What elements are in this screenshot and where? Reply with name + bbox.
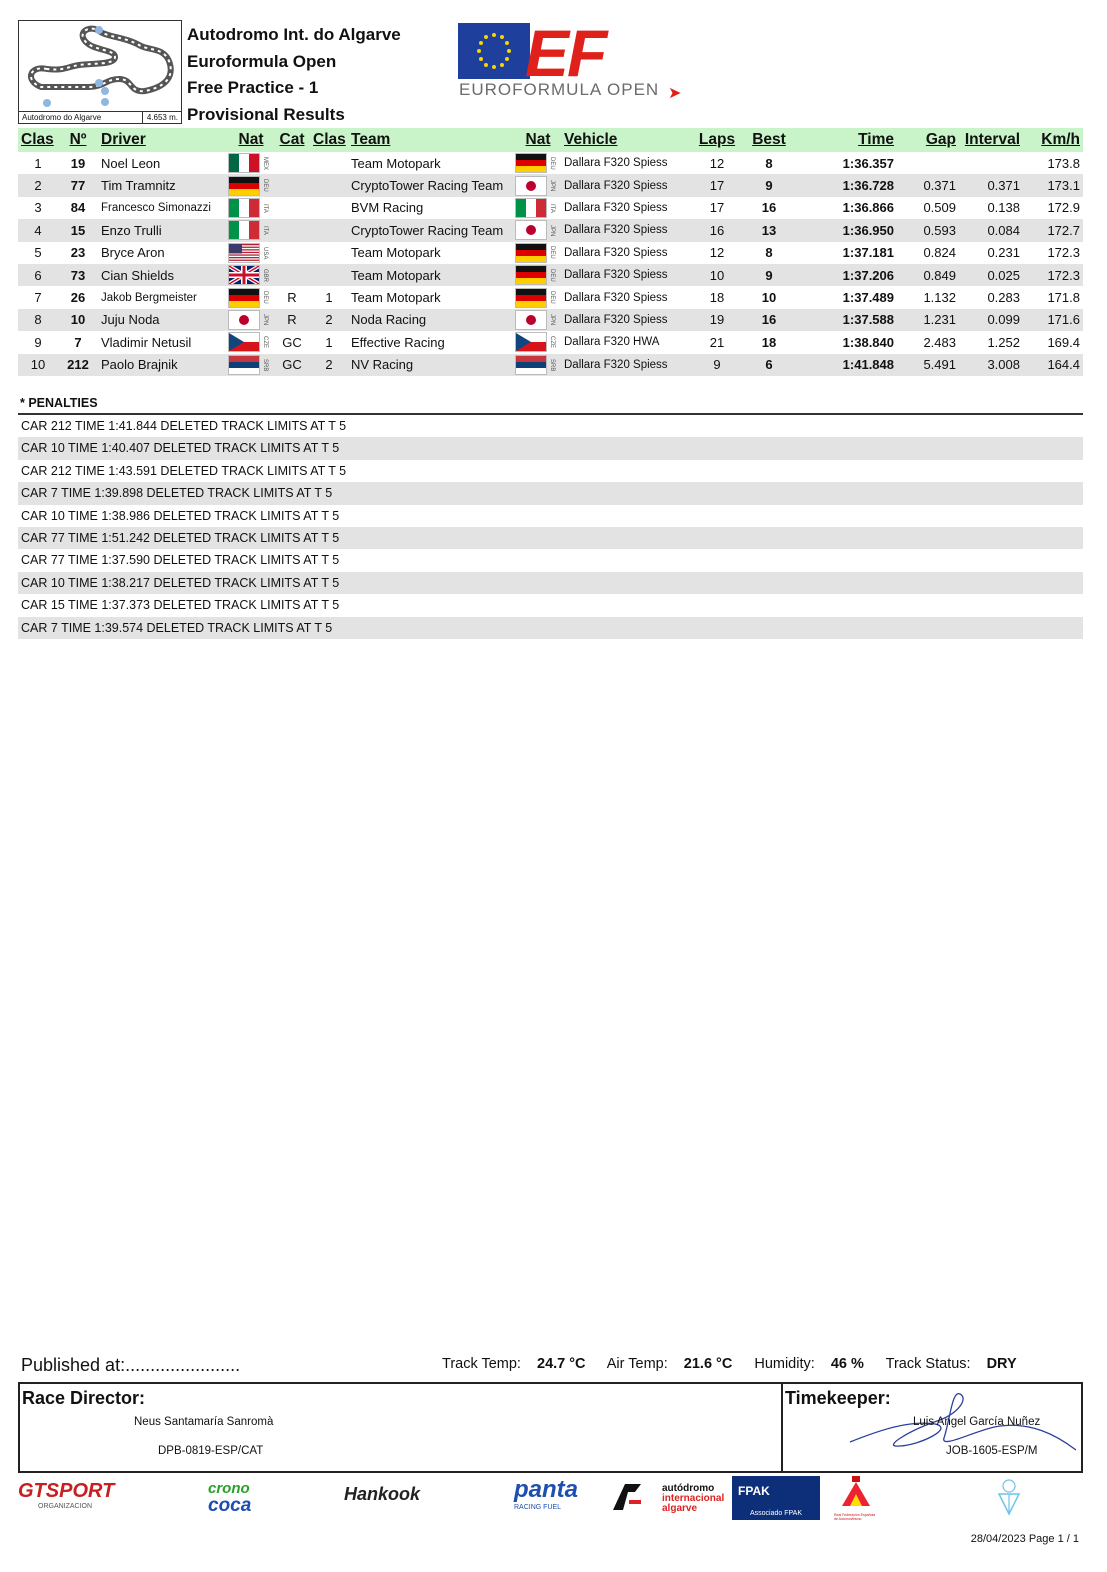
flag-srb-icon [228, 355, 260, 375]
track-map [18, 20, 182, 124]
ef-letters: EF [525, 16, 606, 90]
position: 3 [34, 200, 42, 216]
position: 6 [18, 264, 58, 286]
lap-time: 1:38.840 [842, 334, 894, 350]
race-director-id: DPB-0819-ESP/CAT [158, 1445, 264, 1457]
category: GC [274, 354, 310, 376]
flag-deu-icon [515, 265, 547, 285]
lap-time: 1:37.588 [795, 309, 897, 331]
col-cat[interactable]: Cat [274, 128, 310, 152]
car-number: 7 [74, 334, 82, 350]
category [274, 242, 310, 264]
driver-nat-cell [228, 174, 274, 196]
driver-name: Cian Shields [98, 264, 228, 286]
interval: 0.283 [987, 290, 1020, 306]
penalty-item: CAR 7 TIME 1:39.898 DELETED TRACK LIMITS AT T 5 [18, 482, 1083, 504]
flag-ita-icon [515, 198, 547, 218]
laps: 9 [691, 354, 743, 376]
interval: 0.084 [959, 219, 1023, 241]
vehicle: Dallara F320 Spiess [561, 219, 691, 241]
team-nat-code: CZE [549, 336, 555, 349]
euroformula-wordmark: EUROFORMULA OPEN [459, 80, 660, 99]
gap: 1.132 [923, 290, 956, 306]
results-header-row [18, 128, 1083, 152]
flag-jpn-icon [515, 176, 547, 196]
session-name: Free Practice - 1 [187, 78, 319, 97]
col-gap[interactable]: Gap [897, 128, 959, 152]
category [274, 152, 310, 174]
col-team-nat[interactable]: Nat [515, 128, 561, 152]
team-nat-cell [515, 286, 561, 308]
penalty-item: CAR 212 TIME 1:43.591 DELETED TRACK LIMITS AT T 5 [21, 463, 347, 478]
track-caption [19, 111, 181, 123]
flag-deu-icon [515, 288, 547, 308]
col-nat[interactable]: Nat [228, 128, 274, 152]
gap: 5.491 [897, 354, 959, 376]
humidity-value: 46 % [830, 1356, 864, 1372]
car-number: 73 [58, 264, 98, 286]
track-name: Autodromo do Algarve [22, 113, 102, 122]
result-row [18, 331, 1083, 353]
team-nat-code: ITA [549, 203, 555, 213]
speed-kmh: 172.9 [1047, 200, 1080, 216]
car-number: 15 [58, 219, 98, 241]
category-class: 2 [310, 354, 348, 376]
driver-name: Tim Tramnitz [98, 174, 228, 196]
car-number: 84 [70, 200, 86, 216]
series-name: Euroformula Open [187, 51, 337, 71]
track-outline-icon [19, 21, 181, 111]
car-number: 23 [70, 245, 86, 261]
team-nat-code: DEU [549, 268, 555, 282]
penalty-item: CAR 212 TIME 1:41.844 DELETED TRACK LIMITS AT T 5 [21, 419, 347, 433]
category-class [310, 242, 348, 264]
driver-nat-cell [228, 354, 274, 376]
category-class [310, 219, 348, 241]
arrow-icon: ➤ [668, 85, 682, 102]
crono-coca-logo: crono coca [208, 1480, 252, 1516]
eu-flag-icon [458, 23, 530, 79]
col-vehicle[interactable]: Vehicle [561, 128, 691, 152]
driver-name: Paolo Brajnik [98, 354, 228, 376]
col-time[interactable]: Time [795, 128, 897, 152]
best-lap: 9 [743, 264, 795, 286]
timekeeper-title: Timekeeper: [785, 1388, 891, 1408]
car-number: 19 [70, 155, 86, 171]
flag-ita-icon [228, 198, 260, 218]
flag-srb-icon [515, 355, 547, 375]
driver-nat-code: ITA [262, 203, 268, 213]
speed-kmh: 173.8 [1047, 155, 1080, 171]
category-class [310, 197, 348, 219]
driver-nat-code: DEU [262, 291, 268, 304]
flag-deu-icon [515, 243, 547, 263]
officials-divider [781, 1384, 783, 1471]
team-nat-cell [515, 219, 561, 241]
gap: 1.231 [897, 309, 959, 331]
algarve-emblem-icon [611, 1482, 643, 1514]
air-temp-label: Air Temp: [606, 1356, 668, 1372]
best-lap: 13 [743, 219, 795, 241]
flag-deu-icon [515, 153, 547, 173]
driver-nat-code: ITA [262, 225, 268, 235]
driver-nat-cell [228, 197, 274, 219]
penalties-title: * PENALTIES [20, 396, 98, 410]
laps: 10 [691, 264, 743, 286]
vehicle: Dallara F320 Spiess [561, 264, 691, 286]
best-lap: 8 [765, 245, 773, 261]
air-temp-value: 21.6 °C [683, 1356, 733, 1372]
gap: 0.509 [923, 200, 956, 216]
results-status: Provisional Results [187, 104, 345, 124]
lap-time: 1:37.206 [795, 264, 897, 286]
lap-time: 1:37.489 [842, 290, 894, 306]
event-titles [187, 22, 401, 128]
speed-kmh: 171.8 [1047, 290, 1080, 306]
category-class: 2 [310, 309, 348, 331]
sponsors-strip [18, 1476, 1083, 1522]
team-name: CryptoTower Racing Team [348, 219, 515, 241]
flag-deu-icon [228, 176, 260, 196]
car-number: 26 [70, 290, 86, 306]
flag-jpn-icon [515, 220, 547, 240]
car-number: 212 [58, 354, 98, 376]
timekeeper-name: Luis Angel García Nuñez [913, 1416, 1041, 1428]
driver-nat-code: GBR [262, 268, 268, 282]
fia-logo-icon [992, 1478, 1026, 1523]
interval: 0.371 [959, 174, 1023, 196]
result-row [18, 174, 1083, 196]
track-length: 4.653 m. [142, 112, 178, 123]
penalty-item: CAR 10 TIME 1:38.986 DELETED TRACK LIMITS AT T 5 [21, 508, 340, 523]
col-interval[interactable]: Interval [959, 128, 1023, 152]
position: 10 [18, 354, 58, 376]
flag-mex-icon [228, 153, 260, 173]
category-class [310, 174, 348, 196]
driver-nat-code: CZE [262, 336, 268, 349]
interval: 0.138 [987, 200, 1020, 216]
penalty-item: CAR 10 TIME 1:38.217 DELETED TRACK LIMITS AT T 5 [18, 572, 1083, 594]
team-name: Noda Racing [348, 309, 515, 331]
vehicle: Dallara F320 Spiess [564, 291, 668, 304]
col-kmh[interactable]: Km/h [1023, 128, 1083, 152]
humidity-label: Humidity: [754, 1356, 815, 1372]
page-info: 28/04/2023 Page 1 / 1 [970, 1533, 1079, 1545]
results-table [18, 128, 1083, 376]
team-name: BVM Racing [351, 200, 424, 216]
speed-kmh: 172.3 [1047, 245, 1080, 261]
team-name: CryptoTower Racing Team [348, 174, 515, 196]
result-row [18, 286, 1083, 308]
best-lap: 9 [743, 174, 795, 196]
penalty-item: CAR 77 TIME 1:37.590 DELETED TRACK LIMITS AT T 5 [21, 553, 340, 568]
driver-name: Juju Noda [98, 309, 228, 331]
lap-time: 1:36.728 [795, 174, 897, 196]
panta-logo: panta RACING FUEL [514, 1476, 579, 1511]
driver-name: Enzo Trulli [98, 219, 228, 241]
interval: 0.099 [959, 309, 1023, 331]
driver-name: Jakob Bergmeister [101, 291, 197, 304]
category-class [310, 152, 348, 174]
speed-kmh: 171.6 [1023, 309, 1083, 331]
driver-nat-code: USA [262, 246, 268, 259]
lap-time: 1:36.950 [795, 219, 897, 241]
team-nat-code: DEU [549, 246, 555, 260]
gap [897, 152, 959, 174]
session-conditions [442, 1356, 1035, 1372]
team-name: NV Racing [348, 354, 515, 376]
team-name: Effective Racing [351, 334, 445, 350]
team-nat-cell [515, 331, 561, 353]
driver-nat-code: MEX [262, 156, 268, 170]
category-class [310, 264, 348, 286]
race-director-title: Race Director: [22, 1388, 146, 1408]
lap-time: 1:36.357 [842, 155, 894, 171]
laps: 19 [691, 309, 743, 331]
driver-name: Vladimir Netusil [101, 334, 192, 350]
driver-nat-cell [228, 242, 274, 264]
result-row [18, 354, 1083, 376]
col-number[interactable]: Nº [58, 128, 98, 152]
speed-kmh: 172.7 [1023, 219, 1083, 241]
team-nat-cell [515, 174, 561, 196]
team-nat-cell [515, 197, 561, 219]
best-lap: 18 [761, 334, 777, 350]
driver-nat-cell [228, 152, 274, 174]
category: GC [282, 334, 302, 350]
col-best[interactable]: Best [743, 128, 795, 152]
flag-gbr-icon [228, 265, 260, 285]
timekeeper-id: JOB-1605-ESP/M [946, 1445, 1038, 1457]
interval: 3.008 [959, 354, 1023, 376]
hankook-logo: Hankook [344, 1484, 421, 1504]
driver-nat-cell [228, 309, 274, 331]
gap: 2.483 [923, 334, 956, 350]
team-name: Team Motopark [351, 155, 441, 171]
team-nat-code: JPN [549, 224, 555, 237]
best-lap: 10 [761, 290, 777, 306]
position: 4 [18, 219, 58, 241]
penalties-list [18, 415, 1083, 639]
laps: 12 [709, 245, 725, 261]
speed-kmh: 172.3 [1023, 264, 1083, 286]
penalty-item: CAR 15 TIME 1:37.373 DELETED TRACK LIMITS AT T 5 [21, 598, 340, 613]
gap: 0.824 [923, 245, 956, 261]
algarve-logo: autódromo internacional algarve [662, 1483, 725, 1514]
laps: 17 [691, 174, 743, 196]
position: 9 [34, 334, 42, 350]
vehicle: Dallara F320 Spiess [561, 309, 691, 331]
vehicle: Dallara F320 Spiess [561, 174, 691, 196]
track-temp-label: Track Temp: [442, 1356, 521, 1372]
flag-cze-icon [228, 332, 260, 352]
interval: 0.231 [987, 245, 1020, 261]
team-nat-cell [515, 242, 561, 264]
track-status-value: DRY [986, 1356, 1017, 1372]
team-nat-code: JPN [549, 179, 555, 192]
result-row [18, 242, 1083, 264]
position: 1 [34, 155, 42, 171]
category-class: 1 [325, 290, 333, 306]
laps: 12 [709, 155, 725, 171]
driver-nat-cell [228, 219, 274, 241]
gt-sport-logo: GTSPORT ORGANIZACION [18, 1480, 115, 1510]
flag-deu-icon [228, 288, 260, 308]
published-at: Published at:....................... [21, 1355, 241, 1375]
flag-ita-icon [228, 220, 260, 240]
driver-name: Noel Leon [101, 155, 161, 171]
team-nat-code: JPN [549, 314, 555, 326]
team-nat-code: DEU [549, 156, 555, 170]
col-clas[interactable]: Clas [18, 128, 58, 152]
team-nat-code: DEU [549, 291, 555, 304]
lap-time: 1:37.181 [842, 245, 894, 261]
category [274, 219, 310, 241]
flag-cze-icon [515, 332, 547, 352]
position: 7 [34, 290, 42, 306]
team-name: Team Motopark [351, 245, 441, 261]
category [274, 197, 310, 219]
vehicle: Dallara F320 Spiess [564, 201, 668, 214]
speed-kmh: 164.4 [1023, 354, 1083, 376]
vehicle: Dallara F320 Spiess [564, 157, 668, 170]
result-row [18, 264, 1083, 286]
driver-nat-code: JPN [262, 314, 268, 326]
col-laps[interactable]: Laps [691, 128, 743, 152]
driver-name: Francesco Simonazzi [101, 201, 211, 214]
penalty-item: CAR 10 TIME 1:40.407 DELETED TRACK LIMITS AT T 5 [18, 437, 1083, 459]
driver-nat-code: DEU [262, 179, 268, 192]
col-clas-cat[interactable]: Clas [310, 128, 348, 152]
flag-jpn-icon [228, 310, 260, 330]
category [274, 264, 310, 286]
rfeda-emblem-icon [834, 1476, 878, 1508]
lap-time: 1:36.866 [842, 200, 894, 216]
penalty-item: CAR 77 TIME 1:51.242 DELETED TRACK LIMITS AT T 5 [18, 527, 1083, 549]
team-nat-cell [515, 152, 561, 174]
fpak-logo: FPAK Associado FPAK [732, 1476, 820, 1520]
laps: 18 [709, 290, 725, 306]
position: 8 [18, 309, 58, 331]
flag-usa-icon [228, 243, 260, 263]
interval: 0.025 [959, 264, 1023, 286]
result-row [18, 219, 1083, 241]
vehicle: Dallara F320 HWA [564, 336, 660, 349]
category-class: 1 [325, 334, 333, 350]
results-body [18, 152, 1083, 376]
gap: 0.849 [897, 264, 959, 286]
result-row [18, 152, 1083, 174]
officials-box [18, 1382, 1083, 1473]
category: R [274, 309, 310, 331]
driver-name: Bryce Aron [101, 245, 165, 261]
rfeda-logo: Real Federación Española de Automovilismo [834, 1476, 878, 1521]
vehicle: Dallara F320 Spiess [561, 354, 691, 376]
best-lap: 16 [761, 200, 777, 216]
vehicle: Dallara F320 Spiess [564, 246, 668, 259]
car-number: 77 [58, 174, 98, 196]
result-row [18, 309, 1083, 331]
speed-kmh: 173.1 [1023, 174, 1083, 196]
position: 5 [34, 245, 42, 261]
gap: 0.371 [897, 174, 959, 196]
team-nat-cell [515, 354, 561, 376]
driver-nat-code: SRB [262, 358, 268, 371]
laps: 17 [709, 200, 725, 216]
driver-nat-cell [228, 331, 274, 353]
col-team[interactable]: Team [348, 128, 515, 152]
track-temp-value: 24.7 °C [537, 1356, 586, 1372]
flag-jpn-icon [515, 310, 547, 330]
category [274, 174, 310, 196]
interval: 1.252 [987, 334, 1020, 350]
driver-nat-cell [228, 264, 274, 286]
best-lap: 6 [743, 354, 795, 376]
position: 2 [18, 174, 58, 196]
race-director-name: Neus Santamaría Sanromà [134, 1416, 274, 1428]
circuit-name: Autodromo Int. do Algarve [187, 25, 401, 44]
interval [959, 152, 1023, 174]
best-lap: 16 [743, 309, 795, 331]
team-nat-cell [515, 264, 561, 286]
team-nat-cell [515, 309, 561, 331]
laps: 16 [691, 219, 743, 241]
best-lap: 8 [765, 155, 773, 171]
euroformula-logo [455, 16, 697, 102]
gap: 0.593 [897, 219, 959, 241]
speed-kmh: 169.4 [1047, 334, 1080, 350]
col-driver[interactable]: Driver [98, 128, 228, 152]
result-row [18, 197, 1083, 219]
team-name: Team Motopark [348, 264, 515, 286]
team-nat-code: SRB [549, 358, 555, 371]
track-status-label: Track Status: [885, 1356, 971, 1372]
driver-nat-cell [228, 286, 274, 308]
penalty-item: CAR 7 TIME 1:39.574 DELETED TRACK LIMITS AT T 5 [18, 617, 1083, 639]
lap-time: 1:41.848 [795, 354, 897, 376]
car-number: 10 [58, 309, 98, 331]
team-name: Team Motopark [351, 290, 441, 306]
laps: 21 [709, 334, 725, 350]
category: R [287, 290, 297, 306]
